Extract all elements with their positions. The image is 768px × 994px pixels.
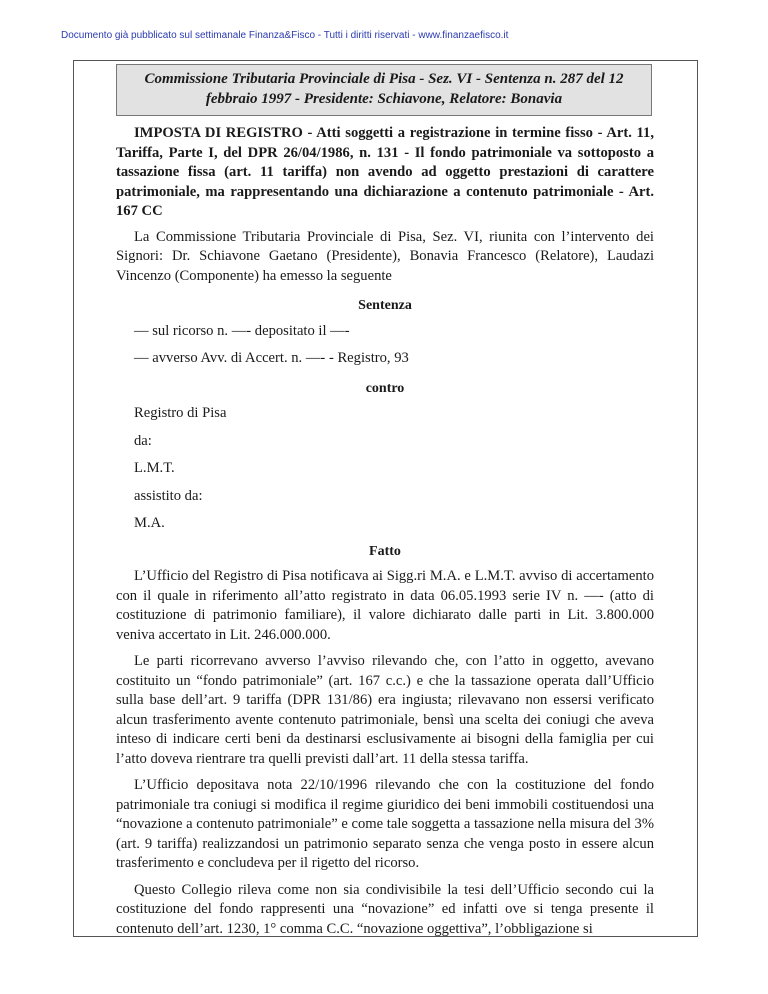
fatto-paragraph: Le parti ricorrevano avverso l’avviso rilevando che, con l’atto in oggetto, avevano costituito un “fondo patrimoniale” (art. 167 c.c.) e che la tassazione operata dall’Ufficio sulla base dell’art. 9 tariffa (DPR 131/86) era ingiusta; rilevavano non essersi verificato alcun trasferimento avente contenuto patrimoniale, bensì una scelta dei coniugi che aveva inteso di indicare certi beni da destinarsi esclusivamente ai bisogni della famiglia per cui l’atto doveva rientrare tra quelli previsti dall’art. 11 della stessa tariffa.	[116, 653, 654, 767]
source-banner: Documento già pubblicato sul settimanale Finanza&Fisco - Tutti i diritti riservati - www.finanzaefisco.it	[61, 30, 509, 41]
ricorso-line: — sul ricorso n. —- depositato il —-	[134, 322, 350, 339]
fatto-paragraph: L’Ufficio depositava nota 22/10/1996 rilevando che con la costituzione del fondo patrimoniale tra coniugi si modifica il regime giuridico dei beni immobili costituendosi una “novazione a contenuto patrimoniale” e come tale soggetta a tassazione nella misura del 3% (art. 9 tariffa) realizzandosi un patrimonio separato senza che venga posto in essere alcun trasferimento e concludeva per il rigetto del ricorso.	[116, 777, 654, 871]
document-body	[116, 124, 654, 946]
party-line: L.M.T.	[134, 460, 175, 476]
contro-heading: contro	[365, 380, 405, 396]
sentenza-heading: Sentenza	[358, 298, 412, 313]
intro-paragraph: La Commissione Tributaria Provinciale di Pisa, Sez. VI, riunita con l’intervento dei Signori: Dr. Schiavone Gaetano (Presidente), Bonavia Francesco (Relatore), Laudazi Vincenzo (Componente) ha emesso la seguente	[116, 228, 654, 284]
fatto-paragraph: L’Ufficio del Registro di Pisa notificava ai Sigg.ri M.A. e L.M.T. avviso di accertamento con il quale in riferimento all’atto registrato in data 06.05.1993 serie IV n. —- (atto di costituzione di patrimonio familiare), il valore dichiarato dalle parti in Lit. 3.800.000 veniva accertato in Lit. 246.000.000.	[116, 568, 654, 643]
fatto-heading: Fatto	[369, 543, 401, 559]
party-line: Registro di Pisa	[134, 405, 227, 421]
headnote: IMPOSTA DI REGISTRO - Atti soggetti a registrazione in termine fisso - Art. 11, Tariffa, Parte I, del DPR 26/04/1986, n. 131 - Il fondo patrimoniale va sottoposto a tassazione fissa (art. 11 tariffa) non avendo ad oggetto prestazioni di carattere patrimoniale, ma rappresentando una dichiarazione a contenuto patrimoniale - Art. 167 CC	[116, 125, 654, 219]
party-line: assistito da:	[134, 487, 203, 504]
party-line: M.A.	[134, 515, 165, 531]
case-header: Commissione Tributaria Provinciale di Pisa - Sez. VI - Sentenza n. 287 del 12 febbraio 1997 - Presidente: Schiavone, Relatore: Bonavia	[116, 64, 652, 116]
avverso-line: — avverso Avv. di Accert. n. —- - Registro, 93	[134, 350, 409, 366]
party-line: da:	[134, 432, 152, 449]
fatto-paragraph: Questo Collegio rileva come non sia condivisibile la tesi dell’Ufficio secondo cui la costituzione del fondo rappresenti una “novazione” ed infatti ove si tenga presente il contenuto dell’art. 1230, 1° comma C.C. “novazione oggettiva”, l’obbligazione si	[116, 881, 654, 937]
